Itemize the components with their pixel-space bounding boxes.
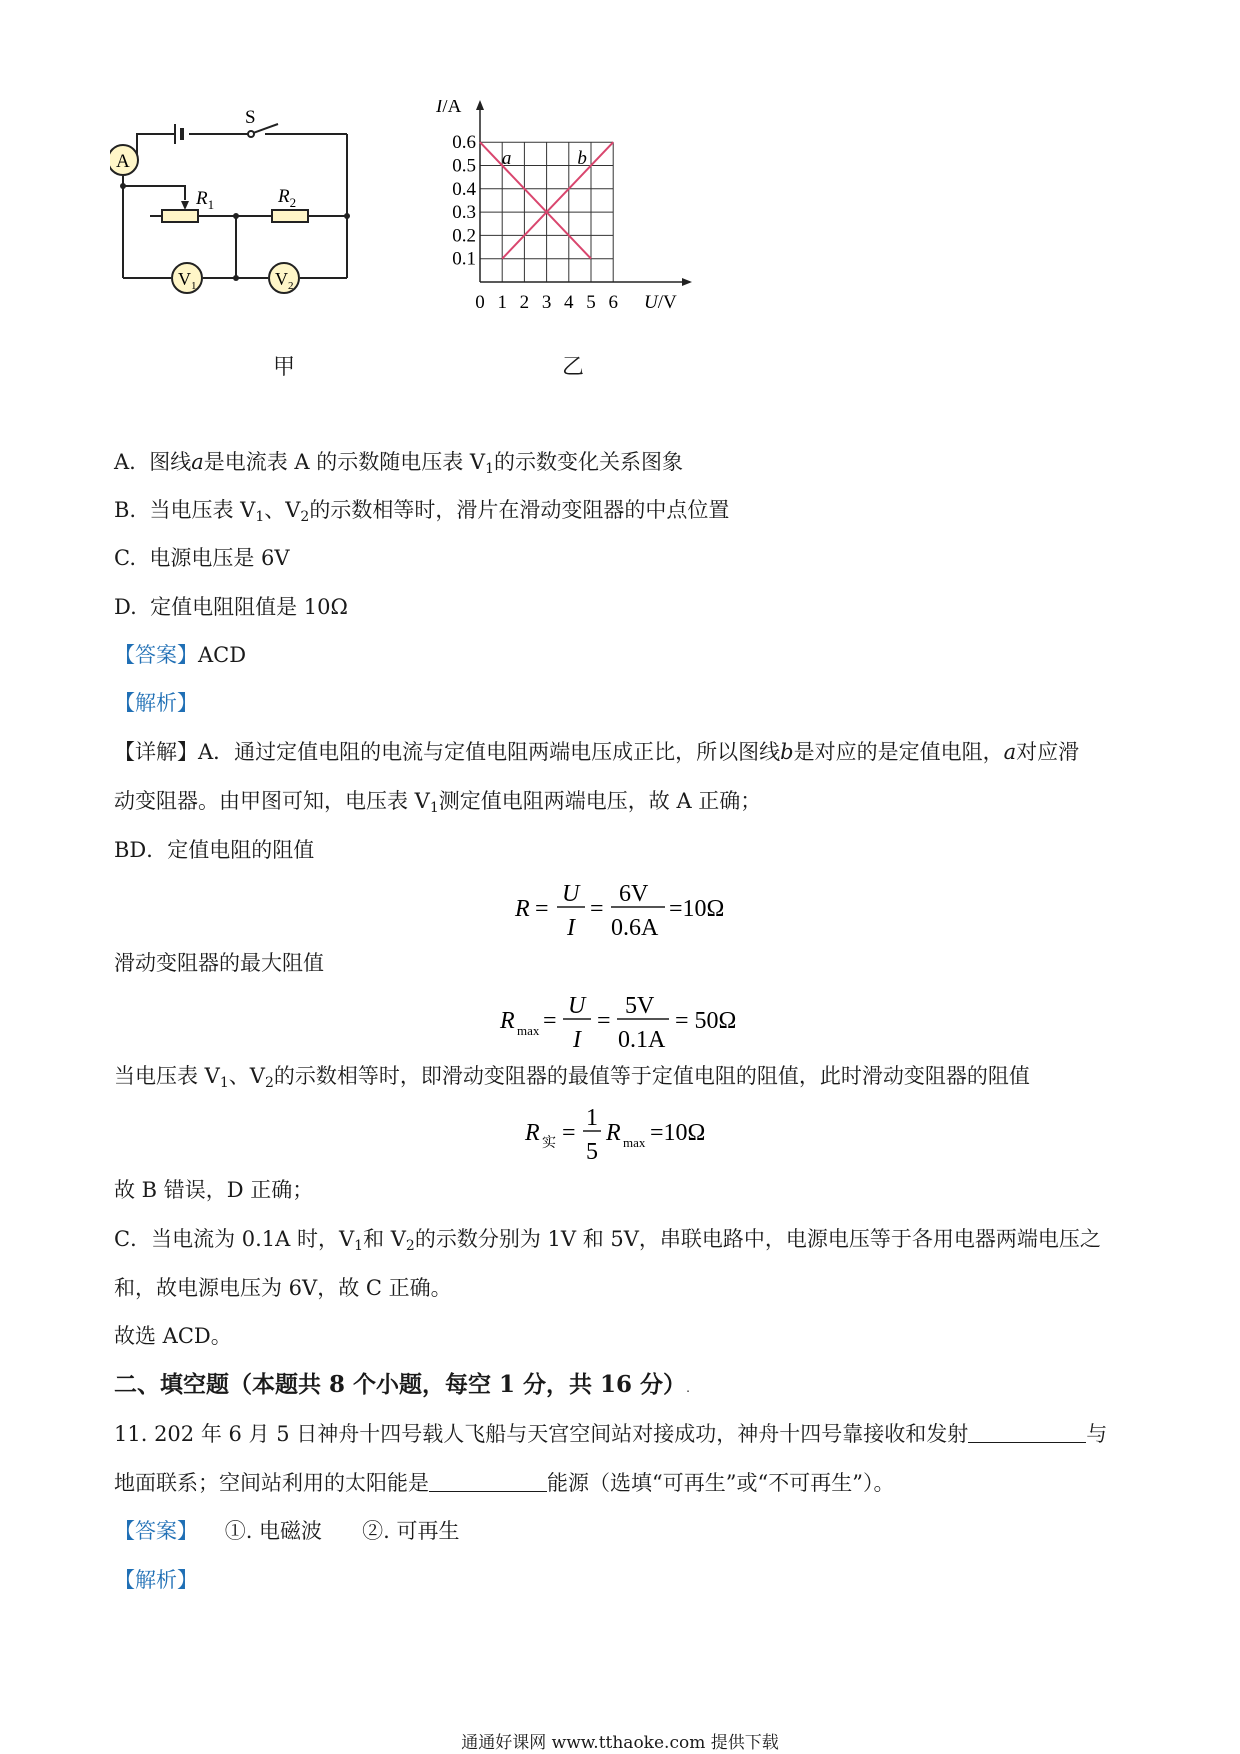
svg-text:V2: $V_2$ — [275, 269, 294, 292]
option-b: B. 当电压表 $V_1$、$V_2$的示数相等时，滑片在滑动变阻器的中点位置 — [114, 498, 730, 525]
q10-detail-line2: 动变阻器。由甲图可知，电压表 $V_1$测定值电阻两端电压，故 A 正确； — [114, 789, 762, 816]
svg-text:=: = — [543, 1008, 557, 1034]
x-axis-arrow — [682, 278, 692, 286]
page-footer: 通通好课网 www.tthaoke.com 提供下载 — [461, 1733, 779, 1753]
voltmeter-v2 — [269, 263, 299, 293]
section2-heading: 二、填空题（本题共 8 个小题，每空 1 分，共 16 分）. — [114, 1371, 690, 1398]
ammeter-label: A — [116, 151, 130, 172]
svg-text:R: R — [515, 896, 530, 922]
svg-text:6V: 6V — [619, 881, 649, 907]
x-tick-label: 2 — [519, 292, 530, 313]
y-tick-label: 0.5 — [452, 155, 476, 177]
resistor-r2 — [272, 210, 308, 222]
svg-text:=: = — [535, 896, 549, 922]
svg-text:实: 实 — [542, 1136, 556, 1151]
y-axis-arrow — [476, 100, 484, 110]
option-c: C. 电源电压是 6V — [114, 546, 290, 570]
battery-symbol — [175, 124, 182, 144]
q10-detail-line1: 【详解】A．通过定值电阻的电流与定值电阻两端电压成正比，所以图线b是对应的是定值电阻，a对应滑 — [114, 740, 1080, 764]
q10-bd-conclusion: 故 B 错误，D 正确； — [114, 1178, 314, 1202]
svg-text:I: I — [567, 915, 575, 941]
y-axis-label: I/A — [436, 100, 462, 117]
q11-line2: 地面联系；空间站利用的太阳能是 能源（选填“可再生”或“不可再生”）。 — [114, 1471, 895, 1495]
q11-answer: 【答案】 ①. 电磁波 ②. 可再生 — [114, 1519, 460, 1543]
q11-blank-2[interactable] — [429, 1471, 547, 1492]
q10-analysis-label: 【解析】 — [114, 691, 198, 715]
svg-text:U: U — [568, 993, 586, 1019]
x-tick-label: 0 — [475, 292, 485, 313]
series-label-b: b — [577, 148, 587, 170]
x-tick-label: 4 — [564, 292, 574, 313]
y-tick-label: 0.4 — [452, 178, 476, 200]
q10-c-line1: C．当电流为 0.1A 时，$V_1$和 $V_2$的示数分别为 1V 和 5V，串联电路中，电源电压等于各用电器两端电压之 — [114, 1227, 1101, 1254]
svg-text:0.6A: 0.6A — [611, 915, 659, 941]
circuit-diagram — [110, 100, 410, 330]
svg-text:=10Ω: =10Ω — [669, 896, 725, 922]
rheostat-r1 — [162, 201, 198, 222]
voltmeter-v1 — [172, 263, 202, 293]
iu-graph — [432, 100, 702, 340]
y-tick-label: 0.2 — [452, 225, 476, 247]
q11-analysis-label: 【解析】 — [114, 1568, 198, 1592]
svg-text:5: 5 — [586, 1139, 598, 1165]
q10-c-line2: 和，故电源电压为 6V，故 C 正确。 — [114, 1276, 452, 1300]
r2-label: $R_2$ — [278, 186, 297, 210]
x-tick-label: 1 — [497, 292, 507, 313]
series-line-a — [480, 142, 591, 259]
svg-text:5V: 5V — [625, 993, 655, 1019]
y-tick-label: 0.3 — [452, 202, 476, 224]
svg-text:V1: $V_1$ — [178, 269, 197, 292]
x-tick-label: 5 — [586, 292, 596, 313]
q10-bd-heading: BD．定值电阻的阻值 — [114, 838, 315, 862]
svg-text:max: max — [517, 1023, 540, 1038]
ammeter-symbol — [110, 145, 138, 175]
svg-text:I: I — [573, 1027, 581, 1053]
q11-blank-1[interactable] — [968, 1422, 1086, 1443]
svg-text:0.1A: 0.1A — [618, 1027, 666, 1053]
equation-rmax — [495, 985, 755, 1055]
q10-answer: 【答案】ACD — [114, 643, 247, 667]
q10-max-heading: 滑动变阻器的最大阻值 — [114, 951, 324, 975]
svg-text:R: R — [500, 1008, 515, 1034]
svg-text:max: max — [623, 1135, 646, 1150]
q11-line1: 11. 202 年 6 月 5 日神舟十四号载人飞船与天宫空间站对接成功，神舟十四号靠接收和发射 与 — [114, 1422, 1108, 1446]
y-tick-label: 0.1 — [452, 248, 476, 270]
figure-caption-jia: 甲 — [273, 355, 296, 380]
svg-text:U: U — [562, 881, 580, 907]
x-tick-label: 3 — [541, 292, 552, 313]
svg-text:1: 1 — [586, 1105, 598, 1131]
r1-label: $R_1$ — [196, 188, 215, 212]
q10-equal-line: 当电压表 $V_1$、$V_2$的示数相等时，即滑动变阻器的最值等于定值电阻的阻值，此时滑动变阻器的阻值 — [114, 1064, 1030, 1091]
series-label-a: a — [501, 148, 512, 170]
q10-final: 故选 ACD。 — [114, 1324, 232, 1348]
svg-text:R: R — [525, 1120, 540, 1146]
series-line-b — [502, 142, 613, 259]
svg-text:=10Ω: =10Ω — [650, 1120, 706, 1146]
switch-label: S — [245, 107, 256, 128]
svg-text:R: R — [606, 1120, 621, 1146]
figure-caption-yi: 乙 — [562, 355, 585, 380]
equation-r-actual — [520, 1097, 740, 1172]
x-tick-label: 6 — [608, 292, 618, 313]
x-axis-label: U/V — [644, 292, 677, 313]
svg-text:=: = — [597, 1008, 611, 1034]
svg-text:=: = — [562, 1120, 576, 1146]
y-tick-label: 0.6 — [452, 132, 476, 154]
svg-text:=: = — [590, 896, 604, 922]
option-d: D. 定值电阻阻值是 10Ω — [114, 595, 348, 619]
option-a: A. 图线a是电流表 A 的示数随电压表 $V_1$的示数变化关系图象 — [114, 450, 684, 477]
svg-text:= 50Ω: = 50Ω — [675, 1008, 737, 1034]
equation-resistance — [505, 874, 745, 944]
